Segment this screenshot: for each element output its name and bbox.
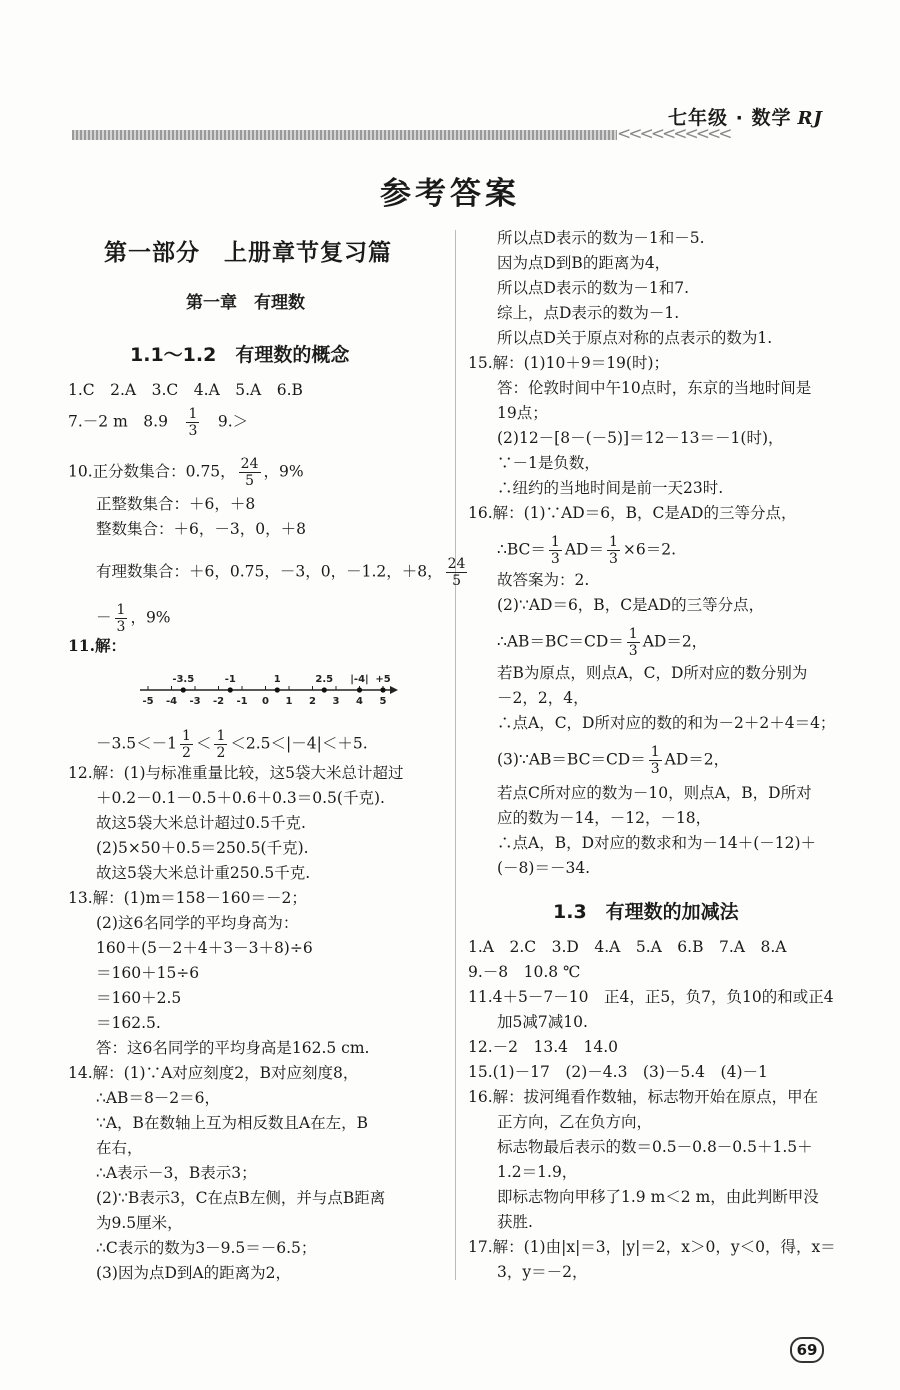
point-mark [228, 687, 233, 692]
fraction: $\frac{1}{3}$ [608, 534, 618, 567]
answer-line: 11.4＋5－7－10 正4，正5，负7，负10的和或正4 [468, 988, 834, 1006]
answer-line: ∴AB＝BC＝CD＝ $\frac{1}{3}$ AD＝2， [497, 626, 708, 659]
section-heading: 1.3 有理数的加减法 [553, 901, 739, 923]
answer-line: 有理数集合：＋6，0.75，－3，0，－1.2，＋8， $\frac{24}{5}$ [96, 556, 466, 589]
fraction: $\frac{1}{3}$ [650, 744, 660, 777]
tick-label: -4 [165, 696, 178, 707]
answer-line: ∵－1是负数， [497, 454, 600, 472]
answer-line: 标志物最后表示的数＝0.5－0.8－0.5＋1.5＋ [497, 1138, 813, 1156]
answer-line: 因为点D到B的距离为4， [497, 254, 671, 272]
answer-line: ＝162.5. [96, 1014, 161, 1032]
page-number: 69 [790, 1337, 824, 1363]
header-rule [72, 130, 617, 140]
answer-line: 所以点D表示的数为－1和7. [497, 279, 690, 297]
number-line [136, 658, 406, 710]
header-grade: 七年级 · 数学 RJ [668, 107, 823, 129]
answer-line: －2，2，4， [497, 689, 589, 707]
answer-line: 1.2＝1.9， [497, 1163, 578, 1181]
tick-label: -1 [236, 696, 248, 707]
fraction: $\frac{24}{5}$ [240, 456, 259, 489]
tick-label: 3 [332, 696, 340, 707]
answer-line: (3)∵AB＝BC＝CD＝ $\frac{1}{3}$ AD＝2， [497, 744, 730, 777]
answer-line: 正整数集合：＋6，＋8 [96, 495, 256, 513]
tick-label: 0 [262, 696, 269, 707]
answer-line: － $\frac{1}{3}$ ，9% [96, 602, 171, 635]
answer-line: 15.解：(1)10＋9＝19(时)； [468, 354, 670, 372]
point-label: -1 [224, 674, 236, 685]
answer-line: 加5减7减10. [497, 1013, 588, 1031]
answer-line: 即标志物向甲移了1.9 m＜2 m，由此判断甲没 [497, 1188, 819, 1206]
point-label: 2.5 [315, 674, 334, 685]
answer-line: 若B为原点，则点A，C，D所对应的数分别为 [497, 664, 808, 682]
answer-line: 整数集合：＋6，－3，0，＋8 [96, 520, 306, 538]
header-arrows: <<<<<<<<<< [617, 124, 730, 144]
point-mark [275, 687, 280, 692]
answer-line: (2)5×50＋0.5＝250.5(千克). [96, 839, 309, 857]
answer-line: (2)12－[8－(－5)]＝12－13＝－1(时)， [497, 429, 784, 447]
answer-line: 16.解：(1)∵AD＝6，B，C是AD的三等分点， [468, 504, 797, 522]
answer-line: 故答案为：2. [497, 571, 590, 589]
answer-line: 9.－8 10.8 ℃ [468, 963, 581, 981]
answer-line: ∴AB＝8－2＝6， [96, 1089, 221, 1107]
tick-label: 1 [285, 696, 293, 707]
answer-line: 15.(1)－17 (2)－4.3 (3)－5.4 (4)－1 [468, 1063, 768, 1081]
answer-line: －3.5＜－1 $\frac{1}{2}$ ＜ $\frac{1}{2}$ ＜2.5＜|－4|＜＋5. [96, 728, 368, 761]
answer-line: 答：伦敦时间中午10点时，东京的当地时间是 [497, 379, 812, 397]
answer-line: (2)这6名同学的平均身高为： [96, 914, 299, 932]
fraction: $\frac{1}{3}$ [188, 406, 198, 439]
answer-line: ＋0.2－0.1－0.5＋0.6＋0.3＝0.5(千克). [96, 789, 385, 807]
answer-line: 11.解： [68, 636, 126, 655]
fraction: $\frac{24}{5}$ [447, 556, 466, 589]
answer-line: 故这5袋大米总计重250.5千克. [96, 864, 311, 882]
answer-line: ∵A，B在数轴上互为相反数且A在左，B [96, 1114, 369, 1132]
answer-line: 14.解：(1)∵A对应刻度2，B对应刻度8， [68, 1064, 359, 1082]
fraction: $\frac{1}{2}$ [182, 728, 191, 761]
tick-label: 5 [379, 696, 387, 707]
point-mark [357, 687, 362, 692]
answer-line: 17.解：(1)由|x|＝3，|y|＝2，x＞0，y＜0，得，x＝ [468, 1238, 836, 1256]
answer-line: 3，y＝－2， [497, 1263, 588, 1281]
column-divider [455, 230, 456, 1280]
edition-mark: RJ [797, 108, 823, 129]
chapter-heading: 第一章 有理数 [186, 293, 305, 313]
answer-line: 12.－2 13.4 14.0 [468, 1038, 619, 1056]
answer-line: 12.解：(1)与标准重量比较，这5袋大米总计超过 [68, 764, 404, 782]
answer-line: (2)∵AD＝6，B，C是AD的三等分点， [497, 596, 765, 614]
tick-label: 4 [356, 696, 363, 707]
answer-line: 13.解：(1)m＝158－160＝－2； [68, 889, 307, 907]
answer-line: 16.解：拔河绳看作数轴，标志物开始在原点，甲在 [468, 1088, 819, 1106]
answer-line: 正方向，乙在负方向， [497, 1113, 653, 1131]
answer-line: 19点； [497, 404, 548, 422]
page-title: 参考答案 [380, 176, 520, 212]
answer-line: 在右， [96, 1139, 143, 1157]
answer-line: ∴点A，C，D所对应的数的和为－2＋2＋4＝4； [497, 714, 836, 732]
section-heading: 1.1～1.2 有理数的概念 [130, 344, 350, 366]
point-label: +5 [375, 674, 391, 685]
tick-label: -2 [212, 696, 225, 707]
answer-line: ∴点A，B，D对应的数求和为－14＋(－12)＋ [497, 834, 817, 852]
answer-line: 所以点D表示的数为－1和－5. [497, 229, 705, 247]
answer-line: 1.C 2.A 3.C 4.A 5.A 6.B [68, 381, 303, 399]
fraction: $\frac{1}{3}$ [116, 602, 126, 635]
answer-line: 为9.5厘米， [96, 1214, 183, 1232]
fraction: $\frac{1}{3}$ [628, 626, 638, 659]
answer-line: (3)因为点D到A的距离为2， [96, 1264, 291, 1282]
tick-label: 2 [309, 696, 316, 707]
answer-line: 应的数为－14，－12，－18， [497, 809, 712, 827]
tick-label: -5 [142, 696, 154, 707]
answer-line: ＝160＋15÷6 [96, 964, 200, 982]
point-mark [181, 687, 186, 692]
answer-line: (2)∵B表示3，C在点B左侧，并与点B距离 [96, 1189, 386, 1207]
answer-line: 1.A 2.C 3.D 4.A 5.A 6.B 7.A 8.A [468, 938, 787, 956]
point-label: |-4| [350, 674, 369, 685]
part-heading: 第一部分 上册章节复习篇 [104, 239, 392, 266]
answer-line: 综上，点D表示的数为－1. [497, 304, 680, 322]
answer-line: ∴BC＝ $\frac{1}{3}$ AD＝ $\frac{1}{3}$ ×6＝2. [497, 534, 677, 567]
fraction: $\frac{1}{3}$ [550, 534, 560, 567]
answer-line: 答：这6名同学的平均身高是162.5 cm. [96, 1039, 370, 1057]
answer-line: 所以点D关于原点对称的点表示的数为1. [497, 329, 773, 347]
answer-line: 获胜. [497, 1213, 533, 1231]
answer-line: ∴纽约的当地时间是前一天23时. [497, 479, 724, 497]
answer-line: (－8)＝－34. [497, 859, 591, 877]
answer-line: ＝160＋2.5 [96, 989, 182, 1007]
answer-line: 160＋(5－2＋4＋3－3＋8)÷6 [96, 939, 313, 957]
answer-line: 10.正分数集合：0.75， $\frac{24}{5}$ ，9% [68, 456, 304, 489]
point-label: -3.5 [172, 674, 195, 685]
point-label: 1 [273, 674, 281, 685]
point-mark [380, 687, 385, 692]
answer-line: ∴C表示的数为3－9.5＝－6.5； [96, 1239, 317, 1257]
answer-line: 若点C所对应的数为－10，则点A，B，D所对 [497, 784, 812, 802]
answer-line: 故这5袋大米总计超过0.5千克. [96, 814, 306, 832]
point-mark [322, 687, 327, 692]
fraction: $\frac{1}{2}$ [216, 728, 226, 761]
answer-line: ∴A表示－3，B表示3； [96, 1164, 257, 1182]
tick-label: -3 [189, 696, 201, 707]
answer-line: 7.－2 m 8.9 $\frac{1}{3}$ 9.＞ [68, 406, 249, 439]
